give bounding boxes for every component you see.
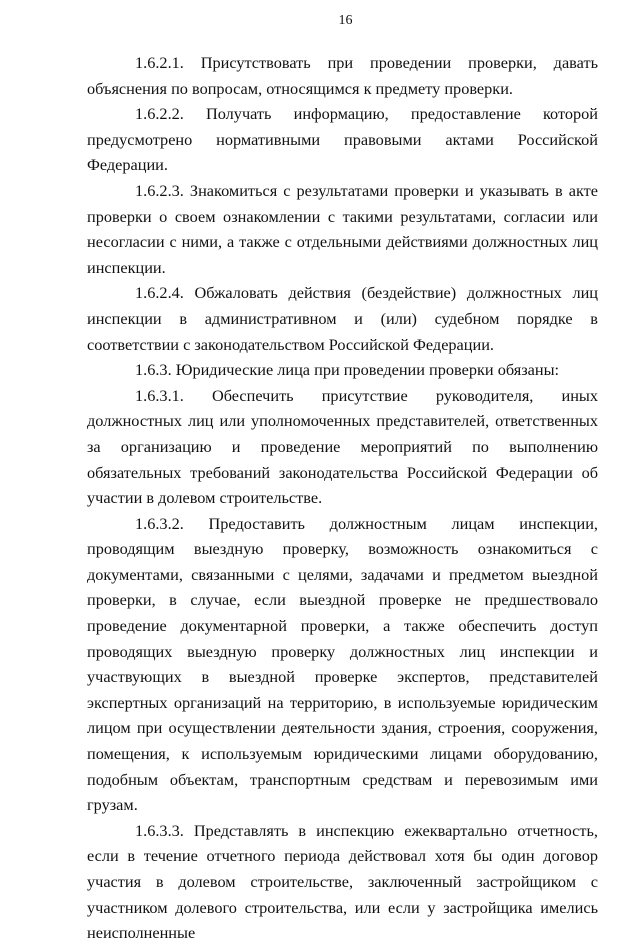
page-number: 16 (338, 13, 353, 28)
paragraph-1-6-2-4: 1.6.2.4. Обжаловать действия (бездействие) должностных лиц инспекции в административном и (или) судебном порядке в соответствии с законодательством Российской Федерации. (87, 283, 598, 354)
paragraph-1-6-2-1: 1.6.2.1. Присутствовать при проведении проверки, давать объяснения по вопросам, относящимся к предмету проверки. (87, 53, 598, 98)
paragraph-1-6-2-2: 1.6.2.2. Получать информацию, предоставление которой предусмотрено нормативными правовыми актами Российской Федерации. (87, 104, 598, 175)
paragraph-1-6-3: 1.6.3. Юридические лица при проведении проверки обязаны: (135, 360, 560, 380)
paragraph-1-6-3-1: 1.6.3.1. Обеспечить присутствие руководителя, иных должностных лиц или уполномоченных представителей, ответственных за организацию и проведение мероприятий по выполнению обязательных требований законодательства Российской Федерации об участии в долевом строительстве. (87, 385, 598, 508)
paragraph-1-6-3-2: 1.6.3.2. Предоставить должностным лицам инспекции, проводящим выездную проверку, возможность ознакомиться с документами, связанными с целями, задачами и предметом выездной проверки, в случае, если выездной проверке не предшествовало проведение документарной проверки, а также обеспечить доступ проводящих выездную проверку должностных лиц инспекции и участвующих в выездной проверке экспертов, представителей экспертных организаций на территорию, в используемые юридическим лицом при осуществлении деятельности здания, строения, сооружения, помещения, к используемым юридическими лицами оборудованию, подобным объектам, транспортным средствам и перевозимым ими грузам. (87, 513, 598, 815)
paragraph-1-6-3-3: 1.6.3.3. Представлять в инспекцию ежеквартально отчетность, если в течение отчетного периода действовал хотя бы один договор участия в долевом строительстве, заключенный застройщиком с участником долевого строительства, или если у застройщика имелись неисполненные (87, 820, 598, 943)
paragraph-1-6-2-3: 1.6.2.3. Знакомиться с результатами проверки и указывать в акте проверки о своем ознакомлении с такими результатами, согласии или несогласии с ними, а также с отдельными действиями должностных лиц инспекции. (87, 180, 598, 277)
